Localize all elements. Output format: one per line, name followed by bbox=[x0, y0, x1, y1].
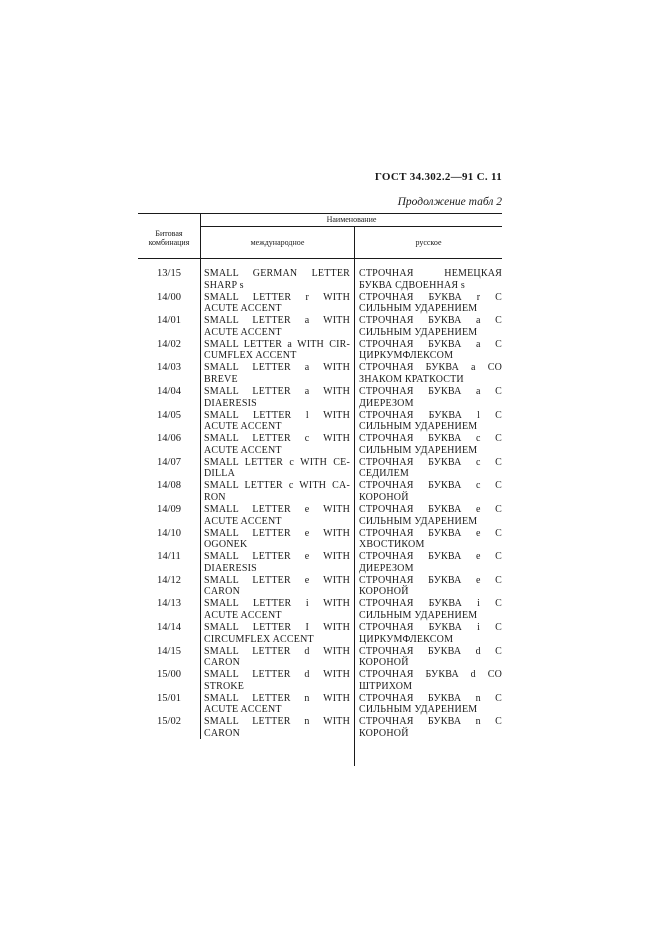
table-row bbox=[138, 622, 502, 645]
international-name-line: ACUTE ACCENT bbox=[204, 421, 282, 433]
international-name-line: ACUTE ACCENT bbox=[204, 326, 282, 338]
russian-name-line: СТРОЧНАЯ БУКВА d СО bbox=[359, 669, 502, 681]
bit-combination-cell: 14/05 bbox=[157, 409, 181, 421]
international-name-line: SMALL LETTER i WITH bbox=[204, 598, 350, 610]
table-row bbox=[138, 646, 502, 669]
international-name-line: CARON bbox=[204, 657, 241, 669]
international-name-cell bbox=[204, 362, 350, 385]
international-name-line: SMALL LETTER l WITH bbox=[204, 409, 350, 421]
table-row bbox=[138, 575, 502, 598]
international-name-line: DILLA bbox=[204, 468, 235, 480]
international-name-line: SMALL LETTER c WITH CE- bbox=[204, 456, 350, 468]
bit-combination-cell: 14/14 bbox=[157, 622, 181, 633]
russian-name-line: СТРОЧНАЯ БУКВА r С bbox=[359, 291, 502, 303]
international-name-line: SMALL LETTER a WITH bbox=[204, 315, 350, 327]
russian-name-line: СТРОЧНАЯ БУКВА c С bbox=[359, 480, 502, 492]
russian-name-cell bbox=[359, 268, 502, 291]
international-name-cell bbox=[204, 339, 350, 362]
table-row bbox=[138, 528, 502, 551]
bit-combination-cell: 14/15 bbox=[157, 645, 181, 657]
international-name-line: BREVE bbox=[204, 373, 238, 385]
table-row bbox=[138, 433, 502, 456]
russian-name-cell bbox=[359, 575, 502, 598]
international-name-cell bbox=[204, 622, 350, 645]
russian-name-line: СИЛЬНЫМ УДАРЕНИЕМ bbox=[359, 515, 478, 527]
international-name-cell bbox=[204, 693, 350, 716]
russian-name-cell bbox=[359, 504, 502, 527]
russian-name-cell bbox=[359, 669, 502, 692]
russian-name-line: КОРОНОЙ bbox=[359, 586, 409, 598]
russian-name-line: ДИЕРЕЗОМ bbox=[359, 562, 414, 574]
russian-name-line: КОРОНОЙ bbox=[359, 727, 409, 739]
international-name-cell bbox=[204, 410, 350, 433]
bit-combination-cell: 14/01 bbox=[157, 315, 181, 327]
russian-name-line: КОРОНОЙ bbox=[359, 657, 409, 669]
international-name-cell bbox=[204, 669, 350, 692]
international-name-line: DIAERESIS bbox=[204, 562, 257, 574]
russian-name-cell bbox=[359, 410, 502, 433]
table-row bbox=[138, 669, 502, 692]
table-row bbox=[138, 693, 502, 716]
table-row bbox=[138, 292, 502, 315]
russian-name-line: ЗНАКОМ КРАТКОСТИ bbox=[359, 373, 464, 385]
russian-name-line: ЦИРКУМФЛЕКСОМ bbox=[359, 350, 454, 362]
character-table bbox=[138, 213, 502, 753]
russian-name-cell bbox=[359, 339, 502, 362]
russian-name-cell bbox=[359, 362, 502, 385]
russian-name-line: СИЛЬНЫМ УДАРЕНИЕМ bbox=[359, 444, 478, 456]
international-name-line: SMALL LETTER d WITH bbox=[204, 645, 350, 657]
international-name-cell bbox=[204, 292, 350, 315]
table-row bbox=[138, 386, 502, 409]
russian-name-cell bbox=[359, 315, 502, 338]
russian-name-cell bbox=[359, 551, 502, 574]
bit-combination-cell: 14/08 bbox=[157, 480, 181, 492]
international-name-line: SMALL LETTER a WITH bbox=[204, 362, 350, 374]
bit-combination-cell: 14/13 bbox=[157, 598, 181, 610]
international-name-line: SMALL LETTER e WITH bbox=[204, 574, 350, 586]
table-row bbox=[138, 339, 502, 362]
international-name-line: SMALL LETTER e WITH bbox=[204, 527, 350, 539]
table-row bbox=[138, 410, 502, 433]
table-row bbox=[138, 716, 502, 739]
international-name-line: ACUTE ACCENT bbox=[204, 303, 282, 315]
russian-name-line: ХВОСТИКОМ bbox=[359, 539, 425, 551]
bit-combination-cell: 14/04 bbox=[157, 386, 181, 397]
russian-name-line: СТРОЧНАЯ БУКВА e С bbox=[359, 504, 502, 515]
bit-combination-cell: 14/00 bbox=[157, 291, 181, 303]
bit-combination-cell: 14/02 bbox=[157, 338, 181, 350]
russian-name-line: СТРОЧНАЯ БУКВА l С bbox=[359, 409, 502, 421]
international-name-line: ACUTE ACCENT bbox=[204, 609, 282, 621]
table-row bbox=[138, 598, 502, 621]
international-name-cell bbox=[204, 268, 350, 291]
international-name-cell bbox=[204, 386, 350, 409]
international-name-cell bbox=[204, 598, 350, 621]
international-name-line: CIRCUMFLEX ACCENT bbox=[204, 633, 314, 645]
bit-combination-cell: 14/12 bbox=[157, 574, 181, 586]
russian-name-line: СТРОЧНАЯ БУКВА a СО bbox=[359, 362, 502, 374]
russian-name-cell bbox=[359, 433, 502, 456]
international-name-line: SHARP s bbox=[204, 279, 244, 291]
russian-name-cell bbox=[359, 716, 502, 739]
page-header-standard: ГОСТ 34.302.2—91 С. 11 bbox=[374, 171, 502, 183]
bit-combination-cell: 14/10 bbox=[157, 527, 181, 539]
russian-name-cell bbox=[359, 528, 502, 551]
column-header-name: Наименование bbox=[326, 215, 377, 224]
russian-name-cell bbox=[359, 480, 502, 503]
table-top-rule bbox=[138, 213, 502, 214]
table-row bbox=[138, 362, 502, 385]
international-name-cell bbox=[204, 575, 350, 598]
bit-combination-cell: 14/07 bbox=[157, 456, 181, 468]
bit-combination-cell: 15/00 bbox=[157, 669, 181, 681]
international-name-line: RON bbox=[204, 491, 226, 503]
russian-name-line: СТРОЧНАЯ БУКВА n С bbox=[359, 716, 502, 728]
international-name-line: CUMFLEX ACCENT bbox=[204, 350, 297, 362]
russian-name-cell bbox=[359, 598, 502, 621]
international-name-cell bbox=[204, 716, 350, 739]
russian-name-line: СТРОЧНАЯ БУКВА a С bbox=[359, 338, 502, 350]
international-name-cell bbox=[204, 504, 350, 527]
russian-name-line: ЦИРКУМФЛЕКСОМ bbox=[359, 633, 454, 645]
russian-name-line: СИЛЬНЫМ УДАРЕНИЕМ bbox=[359, 326, 478, 338]
international-name-cell bbox=[204, 528, 350, 551]
table-continuation-label: Продолжение табл 2 bbox=[397, 196, 502, 208]
russian-name-line: СТРОЧНАЯ БУКВА d С bbox=[359, 645, 502, 657]
international-name-line: SMALL LETTER n WITH bbox=[204, 692, 350, 704]
russian-name-line: ШТРИХОМ bbox=[359, 680, 413, 692]
international-name-line: ACUTE ACCENT bbox=[204, 444, 282, 456]
russian-name-line: СЕДИЛЕМ bbox=[359, 468, 410, 480]
column-header-code: Битовая комбинация bbox=[148, 229, 190, 247]
russian-name-cell bbox=[359, 292, 502, 315]
russian-name-line: СТРОЧНАЯ БУКВА i С bbox=[359, 598, 502, 610]
table-row bbox=[138, 457, 502, 480]
russian-name-line: СТРОЧНАЯ БУКВА e С bbox=[359, 527, 502, 539]
international-name-line: CARON bbox=[204, 727, 241, 739]
russian-name-line: СТРОЧНАЯ БУКВА e С bbox=[359, 574, 502, 586]
bit-combination-cell: 14/09 bbox=[157, 504, 181, 515]
table-row bbox=[138, 268, 502, 291]
russian-name-line: СИЛЬНЫМ УДАРЕНИЕМ bbox=[359, 704, 478, 716]
international-name-line: CARON bbox=[204, 586, 241, 598]
russian-name-line: СТРОЧНАЯ БУКВА a С bbox=[359, 386, 502, 397]
international-name-line: SMALL LETTER e WITH bbox=[204, 551, 350, 563]
international-name-line: SMALL LETTER r WITH bbox=[204, 291, 350, 303]
international-name-cell bbox=[204, 551, 350, 574]
international-name-cell bbox=[204, 315, 350, 338]
table-row bbox=[138, 480, 502, 503]
table-subheader-rule bbox=[201, 226, 502, 227]
bit-combination-cell: 13/15 bbox=[157, 268, 181, 279]
russian-name-line: СТРОЧНАЯ НЕМЕЦКАЯ bbox=[359, 268, 502, 279]
international-name-cell bbox=[204, 457, 350, 480]
column-header-russian: русское bbox=[415, 238, 442, 247]
table-row bbox=[138, 551, 502, 574]
international-name-line: ACUTE ACCENT bbox=[204, 515, 282, 527]
russian-name-line: СТРОЧНАЯ БУКВА c С bbox=[359, 456, 502, 468]
international-name-line: SMALL GERMAN LETTER bbox=[204, 268, 350, 279]
international-name-line: ACUTE ACCENT bbox=[204, 704, 282, 716]
international-name-line: DIAERESIS bbox=[204, 397, 257, 409]
russian-name-line: СТРОЧНАЯ БУКВА c С bbox=[359, 433, 502, 445]
international-name-cell bbox=[204, 646, 350, 669]
russian-name-line: БУКВА СДВОЕННАЯ s bbox=[359, 279, 466, 291]
international-name-line: SMALL LETTER I WITH bbox=[204, 622, 350, 633]
column-header-international: международное bbox=[250, 238, 305, 247]
russian-name-cell bbox=[359, 693, 502, 716]
international-name-line: OGONEK bbox=[204, 539, 248, 551]
russian-name-line: СТРОЧНАЯ БУКВА n С bbox=[359, 692, 502, 704]
table-row bbox=[138, 315, 502, 338]
russian-name-cell bbox=[359, 386, 502, 409]
international-name-line: SMALL LETTER a WITH CIR- bbox=[204, 338, 350, 350]
bit-combination-cell: 14/03 bbox=[157, 362, 181, 374]
russian-name-line: КОРОНОЙ bbox=[359, 491, 409, 503]
international-name-line: SMALL LETTER n WITH bbox=[204, 716, 350, 728]
bit-combination-cell: 14/11 bbox=[157, 551, 181, 563]
russian-name-line: СТРОЧНАЯ БУКВА i С bbox=[359, 622, 502, 633]
bit-combination-cell: 15/02 bbox=[157, 716, 181, 728]
bit-combination-cell: 15/01 bbox=[157, 692, 181, 704]
table-row bbox=[138, 504, 502, 527]
russian-name-line: СТРОЧНАЯ БУКВА a С bbox=[359, 315, 502, 327]
international-name-line: SMALL LETTER e WITH bbox=[204, 504, 350, 515]
international-name-line: STROKE bbox=[204, 680, 245, 692]
russian-name-line: СТРОЧНАЯ БУКВА e С bbox=[359, 551, 502, 563]
international-name-cell bbox=[204, 480, 350, 503]
bit-combination-cell: 14/06 bbox=[157, 433, 181, 445]
international-name-line: SMALL LETTER c WITH CA- bbox=[204, 480, 350, 492]
russian-name-line: СИЛЬНЫМ УДАРЕНИЕМ bbox=[359, 303, 478, 315]
russian-name-cell bbox=[359, 622, 502, 645]
russian-name-line: СИЛЬНЫМ УДАРЕНИЕМ bbox=[359, 609, 478, 621]
russian-name-line: ДИЕРЕЗОМ bbox=[359, 397, 414, 409]
international-name-line: SMALL LETTER d WITH bbox=[204, 669, 350, 681]
russian-name-cell bbox=[359, 457, 502, 480]
table-header-rule bbox=[138, 258, 502, 259]
international-name-cell bbox=[204, 433, 350, 456]
international-name-line: SMALL LETTER a WITH bbox=[204, 386, 350, 397]
russian-name-line: СИЛЬНЫМ УДАРЕНИЕМ bbox=[359, 421, 478, 433]
russian-name-cell bbox=[359, 646, 502, 669]
international-name-line: SMALL LETTER c WITH bbox=[204, 433, 350, 445]
